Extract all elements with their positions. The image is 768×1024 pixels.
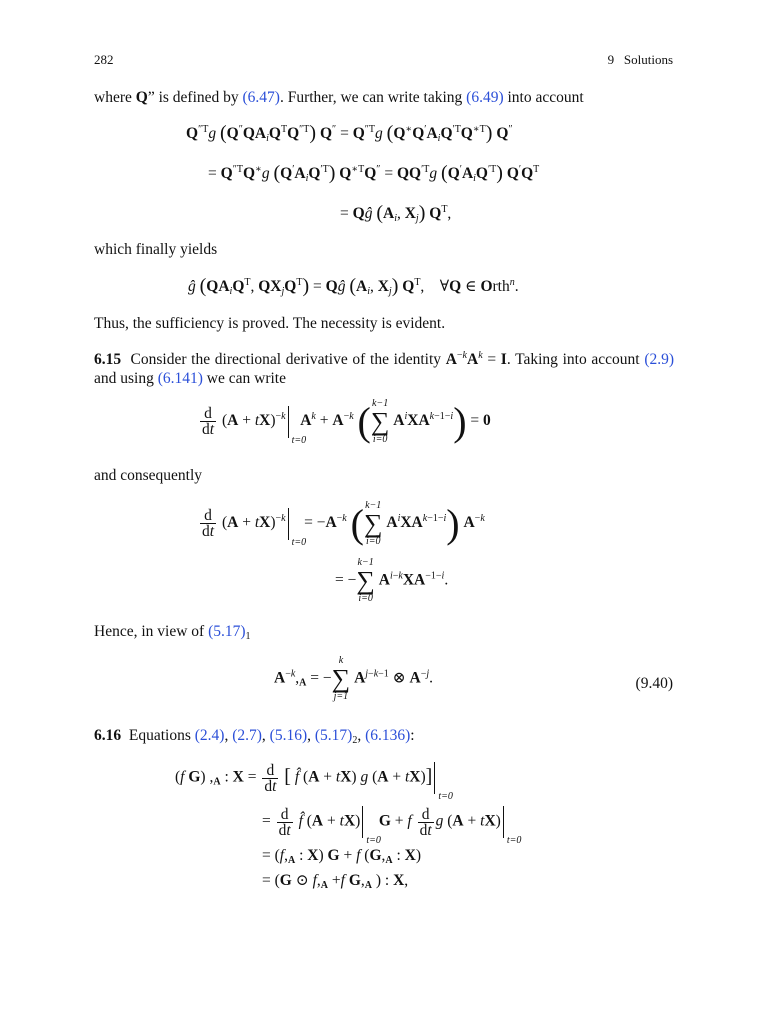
ref-6-136[interactable]: (6.136)	[365, 727, 411, 744]
ref-2-9[interactable]: (2.9)	[644, 351, 675, 368]
ref-2-4[interactable]: (2.4)	[194, 727, 225, 744]
equation-product-line-4: = (G ⊙ $f,_A +f$ $G,_A$ ) : X,	[262, 872, 409, 891]
equation-derivative-sum: = − k−1 ∑ i=0 $A^{i-k}XA^{-1-i}$.	[335, 557, 449, 604]
page-number: 282	[94, 52, 114, 67]
section-6-15-paragraph: 6.15 Consider the directional derivative of the identity $A^{-k}A^k = I$. Taking into account (2.9) and using (6.141) we can write	[94, 350, 675, 387]
text-finally-yields: which finally yields	[94, 241, 218, 258]
section-label-616: 6.16	[94, 727, 122, 744]
equation-product-line-3: = ($f,_A$ : X) G + f ($G,_A$ : X)	[262, 847, 422, 866]
equation-line-2: = $Q^{''T}Q^∗g$ $(Q'A_iQ^{'T}) Q^{∗T}Q'' = QQ^{'T}g$ $(Q'A_iQ^{'T})$ $Q'Q^T$	[208, 162, 540, 184]
equation-9-40: $A^{-k},_A$ = − k ∑ j=1 $A^{j-k-1}$ ⊗ $A^{-j}$.	[274, 655, 434, 702]
equation-derivative-result: $\frac{d}{dt}$ (A + tX)$^{-k}$ t=0 = $-A^{-k}$ ( k−1 ∑ i=0 $A^iXA^{k-1-i}$) $A^{-k}$	[202, 499, 485, 548]
equation-product-line-2: = $\frac{d}{dt}$ f̂ (A + tX) t=0 G + f $\frac{d}{dt}$ g (A + tX) t=0	[262, 805, 522, 846]
section-6-16-paragraph: 6.16 Equations (2.4), (2.7), (5.16), $(5.17)_2$, (6.136):	[94, 727, 415, 746]
ref-5-17b[interactable]: (5.17)	[314, 727, 353, 744]
equation-isotropy: ĝ ($QA_iQ^T$, $QX_jQ^T$) = Qĝ ($A_i$, $X_j$) $Q^T$, ∀Q ∈ Orth$^n$.	[188, 275, 519, 297]
text-consequently: and consequently	[94, 467, 203, 484]
ref-5-16[interactable]: (5.16)	[269, 727, 308, 744]
equation-directional-derivative: $\frac{d}{dt}$ (A + tX)$^{-k}$ t=0 $A^k + A^{-k}$ ( k−1 ∑ i=0 $A^iXA^{k-1-i}) = 0$	[202, 397, 491, 446]
ref-6-141[interactable]: (6.141)	[157, 370, 203, 387]
ref-6-49[interactable]: (6.49)	[466, 89, 504, 106]
section-label: 6.15	[94, 351, 122, 368]
text-hence: Hence, in view of $(5.17)_1$	[94, 623, 251, 642]
ref-6-47[interactable]: (6.47)	[242, 89, 280, 106]
equation-number: (9.40)	[635, 675, 673, 692]
text-sufficiency: Thus, the sufficiency is proved. The necessity is evident.	[94, 315, 446, 332]
equation-line-3: = Qĝ ($A_i$, $X_j$) $Q^T$,	[340, 202, 452, 224]
equation-line-1: $Q^{''T}g$ $(Q''QA_iQ^TQ^{''T}) Q'' = Q^{''T}g$ $(Q^∗Q'A_iQ^{'T}Q^{∗T})$ Q″	[186, 122, 513, 144]
equation-product-line-1: (f G) $,_A$ : X = $\frac{d}{dt}$ [ f̂ (A + tX) g (A + tX)] t=0	[175, 761, 453, 802]
running-title: 9 Solutions	[607, 52, 673, 67]
intro-paragraph: where Q” is defined by (6.47). Further, we can write taking (6.49) into account	[94, 89, 584, 106]
ref-5-17[interactable]: (5.17)	[208, 623, 246, 640]
ref-2-7[interactable]: (2.7)	[232, 727, 262, 744]
